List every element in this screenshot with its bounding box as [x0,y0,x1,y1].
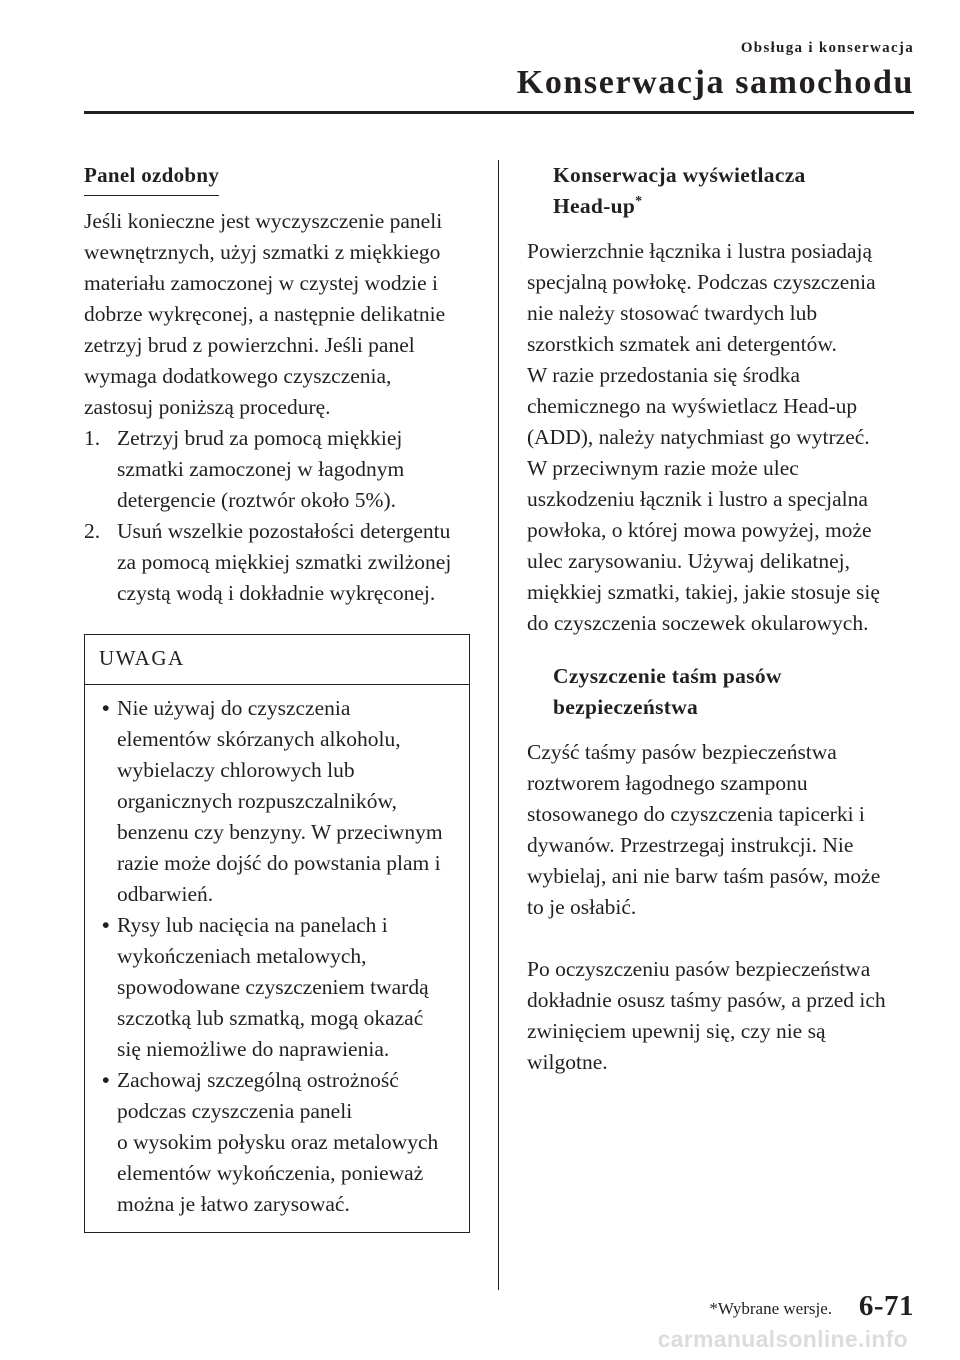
step-item [84,423,470,516]
text-line: stosowanego do czyszczenia tapicerki i [527,802,865,826]
text-line: materiału zamoczonej w czystej wodzie i [84,271,438,295]
text-line: miękkiej szmatki, takiej, jakie stosuje się [527,580,880,604]
text-line: szorstkich szmatek ani detergentów. [527,332,837,356]
text-line: o wysokim połysku oraz metalowych [117,1130,439,1154]
hud-heading [527,160,917,222]
text-line: Powierzchnie łącznika i lustra posiadają [527,239,873,263]
text-line: organicznych rozpuszczalników, [117,789,397,813]
text-line: zwinięciem upewnij się, czy nie są [527,1019,826,1043]
heading-line: Konserwacja wyświetlacza [553,163,806,187]
text-line: odbarwień. [117,882,214,906]
header-rule [84,111,914,114]
text-line: szczotką lub szmatką, mogą okazać [117,1006,424,1030]
text-line: Zetrzyj brud za pomocą miękkiej [117,426,403,450]
text-line: ulec zarysowaniu. Używaj delikatnej, [527,549,850,573]
caution-item [99,910,455,1065]
procedure-steps [84,423,470,609]
left-column [84,160,470,1233]
text-line: roztworem łagodnego szamponu [527,771,808,795]
bullet-icon: • [102,1068,110,1092]
belts-paragraph [527,737,917,923]
step-number: 1. [84,426,101,450]
text-line: W razie przedostania się środka [527,363,801,387]
panel-heading: Panel ozdobny [84,160,219,196]
caution-box [84,634,470,1233]
text-line: wykończeniach metalowych, [117,944,367,968]
text-line: wymaga dodatkowego czyszczenia, [84,364,392,388]
text-line: Jeśli konieczne jest wyczyszczenie paneli [84,209,443,233]
belts-drying-paragraph [527,954,917,1078]
text-line: dywanów. Przestrzegaj instrukcji. Nie [527,833,854,857]
caution-title: UWAGA [85,635,469,685]
text-line: Po oczyszczeniu pasów bezpieczeństwa [527,957,871,981]
text-line: elementów skórzanych alkoholu, [117,727,401,751]
text-line: zetrzyj brud z powierzchni. Jeśli panel [84,333,415,357]
text-line: wilgotne. [527,1050,608,1074]
text-line: Czyść taśmy pasów bezpieczeństwa [527,740,837,764]
hud-paragraph [527,236,917,639]
watermark: carmanualsonline.info [657,1326,908,1352]
optional-mark: * [635,193,643,209]
section-label: Obsługa i konserwacja [740,40,914,56]
text-line: specjalną powłokę. Podczas czyszczenia [527,270,876,294]
column-divider [498,160,499,1290]
text-line: elementów wykończenia, ponieważ [117,1161,424,1185]
text-line: za pomocą miękkiej szmatki zwilżonej [117,550,452,574]
text-line: Zachowaj szczególną ostrożność [117,1068,399,1092]
text-line: czystą wodą i dokładnie wykręconej. [117,581,436,605]
step-number: 2. [84,519,101,543]
text-line: wybielaczy chlorowych lub [117,758,355,782]
text-line: chemicznego na wyświetlacz Head-up [527,394,858,418]
text-line: detergencie (roztwór około 5%). [117,488,396,512]
text-line: dobrze wykręconej, a następnie delikatnie [84,302,446,326]
text-line: można je łatwo zarysować. [117,1192,350,1216]
heading-line: Head-up [553,194,636,218]
text-line: do czyszczenia soczewek okularowych. [527,611,869,635]
text-line: benzenu czy benzyny. W przeciwnym [117,820,443,844]
page-number: 6-71 [858,1290,914,1322]
text-line: wybielaj, ani nie barw taśm pasów, może [527,864,881,888]
belts-heading [527,661,917,723]
text-line: się niemożliwe do naprawienia. [117,1037,390,1061]
caution-list [85,685,469,1232]
text-line: zastosuj poniższą procedurę. [84,395,331,419]
text-line: Usuń wszelkie pozostałości detergentu [117,519,451,543]
step-item [84,516,470,609]
text-line: W przeciwnym razie może ulec [527,456,799,480]
bullet-icon: • [102,913,110,937]
caution-item [99,693,455,910]
caution-item [99,1065,455,1220]
intro-paragraph [84,206,470,423]
text-line: szmatki zamoczonej w łagodnym [117,457,405,481]
footnote: *Wybrane wersje. [709,1299,832,1318]
text-line: spowodowane czyszczeniem twardą [117,975,429,999]
text-line: powłoka, o której mowa powyżej, może [527,518,872,542]
text-line: razie może dojść do powstania plam i [117,851,441,875]
text-line: wewnętrznych, użyj szmatki z miękkiego [84,240,441,264]
right-column [527,160,917,1078]
text-line: podczas czyszczenia paneli [117,1099,353,1123]
text-line: uszkodzeniu łącznik i lustro a specjalna [527,487,868,511]
bullet-icon: • [102,696,110,720]
heading-line: Czyszczenie taśm pasów [553,664,782,688]
text-line: (ADD), należy natychmiast go wytrzeć. [527,425,870,449]
text-line: to je osłabić. [527,895,637,919]
heading-line: bezpieczeństwa [553,695,699,719]
text-line: Nie używaj do czyszczenia [117,696,351,720]
text-line: dokładnie osusz taśmy pasów, a przed ich [527,988,886,1012]
text-line: Rysy lub nacięcia na panelach i [117,913,388,937]
text-line: nie należy stosować twardych lub [527,301,818,325]
page-title: Konserwacja samochodu [516,64,914,101]
